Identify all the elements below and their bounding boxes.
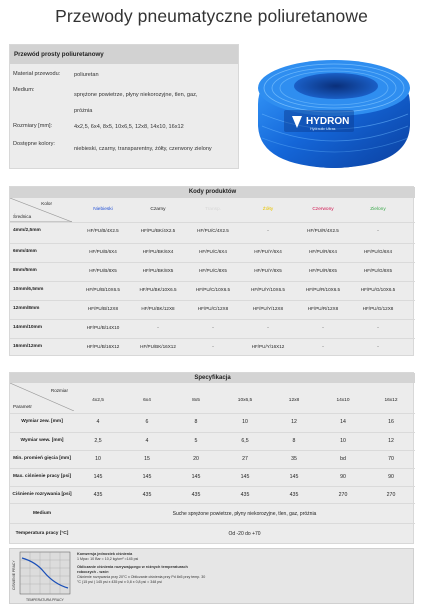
size-row-label: 14mm/10mm xyxy=(13,325,43,330)
row-divider xyxy=(10,338,415,339)
spec-row-label: Ciśnienie rozrywania [psi] xyxy=(12,492,72,497)
spec-row-label: Max. ciśnienie pracy [psi] xyxy=(12,474,72,479)
spec-value-cell: 90 xyxy=(340,474,346,480)
size-column-header: 12x8 xyxy=(288,398,300,403)
size-row-label: 12mm/8mm xyxy=(13,306,40,311)
spec-value-cell: 8 xyxy=(292,438,296,444)
specification-table xyxy=(9,372,414,544)
spec-temperature-value: Od -20 do +70 xyxy=(228,531,261,537)
spec-value-cell: 435 xyxy=(93,492,103,498)
page-title: Przewody pneumatyczne poliuretanowe xyxy=(55,6,368,26)
size-column-header: 4x2,5 xyxy=(92,398,104,403)
row-divider xyxy=(10,450,415,451)
product-code-cell: HF/PU/BK/10X6.5 xyxy=(139,287,177,292)
info-label: Medium: xyxy=(13,87,35,93)
row-divider xyxy=(10,262,415,263)
codes-corner-header xyxy=(10,198,72,222)
product-code-cell: HF/PU/R/12X8 xyxy=(307,306,339,311)
product-code-cell: - xyxy=(377,325,379,330)
product-code-cell: HF/PU/BK/16X12 xyxy=(140,344,176,349)
hose-coil-image xyxy=(248,44,416,176)
spec-value-cell: 2,5 xyxy=(94,438,102,444)
note-burst-text: Ciśnienie rozrywania przy 20°C x Obliczanie ciśnienia przy Pd 8x5 przy temp. 30 °C (15 psi ) 145 psi x 435 psi x 0,8 x 0,8 psi = 348 psi xyxy=(77,575,206,584)
spec-row-label: Wymiar wew. [mm] xyxy=(20,438,64,443)
spec-value-cell: 27 xyxy=(242,456,248,462)
size-column-header: 10x6,5 xyxy=(237,398,253,403)
spec-value-cell: 145 xyxy=(191,474,201,480)
spec-value-cell: 145 xyxy=(93,474,103,480)
spec-value-cell: 10 xyxy=(95,456,101,462)
spec-row-label-temperature: Temperatura pracy [°C] xyxy=(15,531,69,536)
row-divider xyxy=(10,319,415,320)
spec-medium-value: Suche sprężone powietrze, płyny niekorozyjne, tlen, gaz, próżnia xyxy=(172,511,317,517)
row-divider xyxy=(10,432,415,433)
product-code-cell: - xyxy=(212,344,214,349)
size-row-label: 16mm/12mm xyxy=(13,344,43,349)
spec-value-cell: 10 xyxy=(340,438,346,444)
product-code-cell: HF/PU/C/12X8 xyxy=(197,306,229,311)
color-column-header: Żółty xyxy=(262,207,274,212)
product-code-cell: HF/PU/Y/8X5 xyxy=(254,268,282,273)
corner-bottom-label: Średnica xyxy=(13,214,32,219)
product-code-cell: - xyxy=(377,228,379,233)
row-divider xyxy=(10,222,415,223)
corner-bottom-label: Parametr xyxy=(13,404,32,409)
product-code-cell: HF/PU/R/10X6.5 xyxy=(305,287,341,292)
product-code-cell: - xyxy=(157,325,159,330)
spec-value-cell: bd xyxy=(340,456,346,462)
product-code-cell: HF/PU/B/14X10 xyxy=(86,325,120,330)
product-code-cell: HF/PU/G/10X6.5 xyxy=(360,287,396,292)
spec-value-cell: 15 xyxy=(144,456,150,462)
spec-value-cell: 145 xyxy=(142,474,152,480)
product-code-cell: HF/PU/Y/16X12 xyxy=(251,344,285,349)
info-value: sprężone powietrze, płyny niekorozyjne, tlen, gaz, próżnia xyxy=(74,92,198,114)
chart-y-label: CIŚNIENIE PRACY xyxy=(12,560,16,590)
product-code-cell: HF/PU/C/6X4 xyxy=(199,249,227,254)
spec-value-cell: 12 xyxy=(388,438,394,444)
size-column-header: 6x4 xyxy=(143,398,151,403)
product-code-cell: HF/PU/C/4X2.5 xyxy=(197,228,229,233)
corner-top-label: Rozmiar xyxy=(50,388,68,393)
product-code-cell: HF/PU/C/10X6.5 xyxy=(195,287,231,292)
logo-brand: HYDRON xyxy=(306,116,350,127)
info-label: Dostępne kolory: xyxy=(13,141,55,147)
spec-value-cell: 435 xyxy=(289,492,299,498)
size-column-header: 16x12 xyxy=(384,398,398,403)
size-column-header: 14x10 xyxy=(336,398,350,403)
spec-value-cell: 16 xyxy=(388,419,394,425)
row-divider xyxy=(10,468,415,469)
size-row-label: 6mm/4mm xyxy=(13,249,37,254)
product-codes-table xyxy=(9,186,414,356)
product-code-cell: HF/PU/BK/6X4 xyxy=(142,249,174,254)
spec-value-cell: 10 xyxy=(242,419,248,425)
spec-row-label: Wymiar zew. [mm] xyxy=(21,419,63,424)
spec-value-cell: 435 xyxy=(240,492,250,498)
spec-row-label: Min. promień gięcia [mm] xyxy=(13,456,71,461)
product-code-cell: HF/PU/C/8X5 xyxy=(199,268,227,273)
row-divider xyxy=(10,413,415,414)
spec-value-cell: 8 xyxy=(194,419,198,425)
product-code-cell: HF/PU/B/4X2.5 xyxy=(87,228,119,233)
row-divider xyxy=(10,300,415,301)
product-code-cell: HF/PU/B/6X4 xyxy=(89,249,117,254)
row-divider xyxy=(10,243,415,244)
color-column-header: Niebieski xyxy=(93,207,113,212)
product-code-cell: HF/PU/G/6X4 xyxy=(363,249,393,254)
product-code-cell: - xyxy=(212,325,214,330)
spec-value-cell: 270 xyxy=(386,492,396,498)
product-info-panel xyxy=(9,44,239,169)
note-burst-pressure xyxy=(77,565,207,585)
row-divider xyxy=(10,523,415,524)
color-column-header: Transp. xyxy=(204,207,222,212)
product-code-cell: HF/PU/B/16X12 xyxy=(86,344,120,349)
product-code-cell: HF/PU/B/12X8 xyxy=(87,306,119,311)
product-code-cell: HF/PU/R/8X5 xyxy=(309,268,337,273)
product-code-cell: HF/PU/R/4X2.5 xyxy=(307,228,339,233)
spec-row-label-medium: Medium xyxy=(32,511,52,516)
info-value: poliuretan xyxy=(74,72,99,78)
pressure-temperature-box xyxy=(9,548,414,604)
spec-title: Specyfikacja xyxy=(10,373,415,383)
spec-value-cell: 145 xyxy=(289,474,299,480)
product-code-cell: HF/PU/G/8X5 xyxy=(363,268,393,273)
product-code-cell: HF/PU/B/8X5 xyxy=(89,268,117,273)
product-code-cell: HF/PU/R/6X4 xyxy=(309,249,337,254)
row-divider xyxy=(10,486,415,487)
note-conversion xyxy=(77,552,207,562)
row-divider xyxy=(10,503,415,504)
spec-value-cell: 435 xyxy=(142,492,152,498)
spec-value-cell: 4 xyxy=(145,438,149,444)
spec-value-cell: 12 xyxy=(291,419,297,425)
spec-value-cell: 35 xyxy=(291,456,297,462)
pressure-temperature-chart xyxy=(12,550,74,604)
spec-value-cell: 70 xyxy=(388,456,394,462)
spec-value-cell: 270 xyxy=(338,492,348,498)
chart-x-label: TEMPERATURA PRACY xyxy=(26,598,64,602)
spec-value-cell: 4 xyxy=(96,419,100,425)
product-code-cell: HF/PU/BK/12X8 xyxy=(141,306,175,311)
product-code-cell: HF/PU/Y/10X6.5 xyxy=(251,287,285,292)
note-conversion-text: 1 Mpa= 10 Bar = 10,2 kg/cm² =145 psi xyxy=(77,557,139,561)
color-column-header: Czarny xyxy=(150,207,166,212)
product-code-cell: HF/PU/BK/8X5 xyxy=(142,268,174,273)
product-code-cell: HF/PU/G/12X8 xyxy=(362,306,394,311)
product-code-cell: HF/PU/B/10X6.5 xyxy=(86,287,120,292)
product-code-cell: - xyxy=(322,325,324,330)
spec-value-cell: 6 xyxy=(145,419,149,425)
spec-value-cell: 5 xyxy=(194,438,198,444)
spec-value-cell: 6,5 xyxy=(241,438,249,444)
spec-value-cell: 145 xyxy=(240,474,250,480)
note-burst-title: Obliczanie ciśnienia rozrywającego w różnych temperaturach roboczych - wzór: xyxy=(77,565,188,574)
corner-top-label: Kolor xyxy=(41,201,52,206)
product-code-cell: - xyxy=(267,228,269,233)
logo-tagline: Hydraulic Ultras xyxy=(310,127,336,131)
size-column-header: 8x5 xyxy=(192,398,200,403)
info-label: Rozmiary [mm]: xyxy=(13,123,53,129)
size-row-label: 8mm/5mm xyxy=(13,268,37,273)
codes-title: Kody produktów xyxy=(10,187,415,198)
size-row-label: 10mm/6,5mm xyxy=(13,287,44,292)
product-code-cell: HF/PU/BK/4X2.5 xyxy=(140,228,176,233)
product-header: Przewód prosty poliuretanowy xyxy=(10,45,238,64)
size-row-label: 4mm/2,5mm xyxy=(13,228,41,233)
row-divider xyxy=(10,281,415,282)
product-code-cell: HF/PU/Y/12X8 xyxy=(252,306,284,311)
product-code-cell: - xyxy=(267,325,269,330)
hose-coil-graphic xyxy=(248,44,416,176)
note-conversion-title: Konwersja jednostek ciśnienia xyxy=(77,552,133,556)
color-column-header: Zielony xyxy=(370,207,386,212)
info-value: 4x2,5, 6x4, 8x5, 10x6,5, 12x8, 14x10, 16x12 xyxy=(74,124,184,130)
spec-value-cell: 90 xyxy=(388,474,394,480)
info-value: niebieski, czarny, transparentny, żółty, czerwony zielony xyxy=(74,146,212,152)
product-code-cell: HF/PU/Y/6X4 xyxy=(254,249,282,254)
product-code-cell: - xyxy=(377,344,379,349)
spec-corner-header xyxy=(10,383,74,411)
spec-value-cell: 20 xyxy=(193,456,199,462)
color-column-header: Czerwony xyxy=(312,207,334,212)
spec-value-cell: 14 xyxy=(340,419,346,425)
spec-value-cell: 435 xyxy=(191,492,201,498)
info-label: Materiał przewodu: xyxy=(13,71,61,77)
product-code-cell: - xyxy=(322,344,324,349)
